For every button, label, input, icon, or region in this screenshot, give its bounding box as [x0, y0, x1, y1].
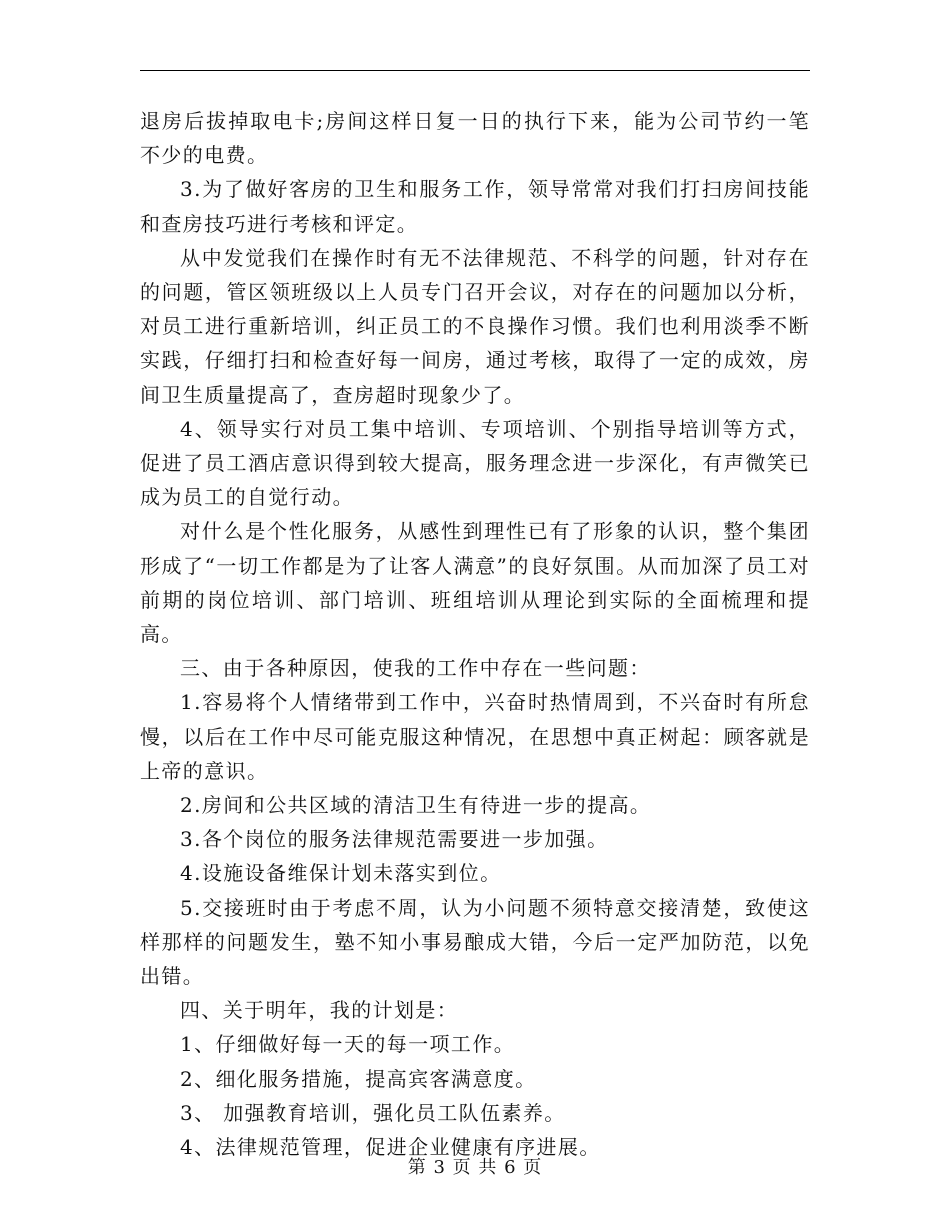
paragraph: 3.为了做好客房的卫生和服务工作，领导常常对我们打扫房间技能和查房技巧进行考核和评定。 — [140, 177, 810, 236]
section-heading: 四、关于明年，我的计划是： — [180, 998, 459, 1023]
paragraph: 退房后拔掉取电卡;房间这样日复一日的执行下来，能为公司节约一笔不少的电费。 — [140, 109, 810, 168]
list-item: 4.设施设备维保计划未落实到位。 — [180, 861, 502, 886]
list-item: 3、 加强教育培训，强化员工队伍素养。 — [180, 1100, 566, 1125]
list-item: 2、细化服务措施，提高宾客满意度。 — [180, 1066, 537, 1091]
document-body — [140, 104, 810, 1164]
list-item: 2.房间和公共区域的清洁卫生有待进一步的提高。 — [180, 793, 652, 818]
list-item: 1.容易将个人情绪带到工作中，兴奋时热情周到，不兴奋时有所怠慢，以后在工作中尽可能克服这种情况，在思想中真正树起：顾客就是上帝的意识。 — [140, 690, 810, 783]
section-heading: 三、由于各种原因，使我的工作中存在一些问题： — [180, 656, 651, 681]
list-item: 1、仔细做好每一天的每一项工作。 — [180, 1032, 516, 1057]
list-item: 3.各个岗位的服务法律规范需要进一步加强。 — [180, 827, 609, 852]
list-item: 4、法律规范管理，促进企业健康有序进展。 — [180, 1135, 601, 1160]
page-number-footer: 第 3 页 共 6 页 — [407, 1157, 543, 1178]
paragraph: 从中发觉我们在操作时有无不法律规范、不科学的问题，针对存在的问题，管区领班级以上人员专门召开会议，对存在的问题加以分析，对员工进行重新培训，纠正员工的不良操作习惯。我们也利用淡季不断实践，仔细打扫和检查好每一间房，通过考核，取得了一定的成效，房间卫生质量提高了，查房超时现象少了。 — [140, 245, 810, 407]
header-rule — [140, 70, 810, 71]
paragraph: 对什么是个性化服务，从感性到理性已有了形象的认识，整个集团形成了“一切工作都是为了让客人满意”的良好氛围。从而加深了员工对前期的岗位培训、部门培训、班组培训从理论到实际的全面梳理和提高。 — [140, 519, 810, 647]
list-item: 5.交接班时由于考虑不周，认为小问题不须特意交接清楚，致使这样那样的问题发生，塾不知小事易酿成大错，今后一定严加防范，以免出错。 — [140, 895, 810, 989]
paragraph: 4、领导实行对员工集中培训、专项培训、个别指导培训等方式，促进了员工酒店意识得到较大提高，服务理念进一步深化，有声微笑已成为员工的自觉行动。 — [140, 416, 810, 510]
